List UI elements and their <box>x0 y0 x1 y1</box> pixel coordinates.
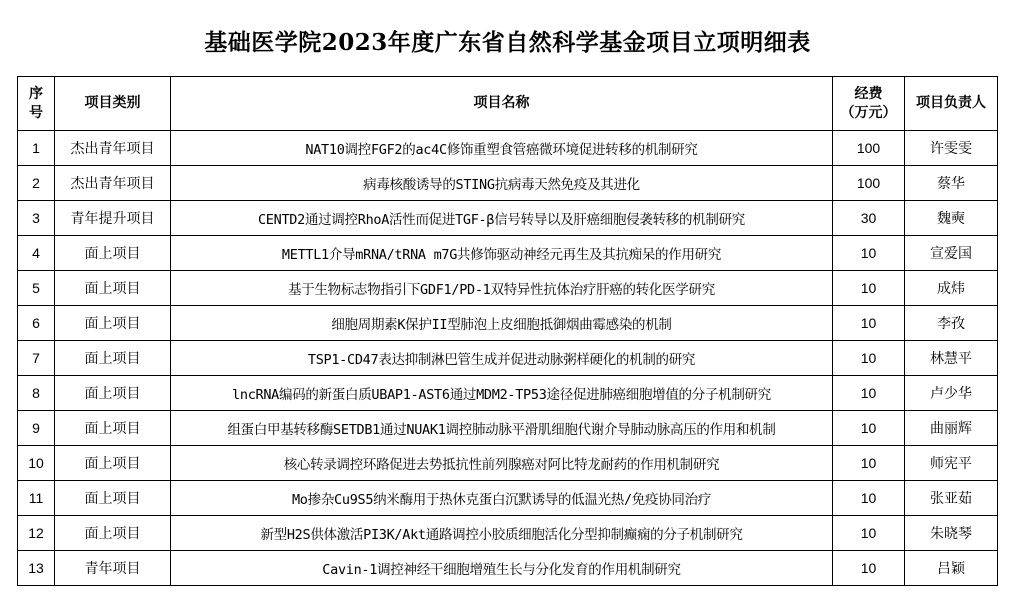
cell-seq: 12 <box>18 516 55 551</box>
cell-seq: 9 <box>18 411 55 446</box>
cell-seq: 13 <box>18 551 55 586</box>
cell-project-name: CENTD2通过调控RhoA活性而促进TGF-β信号转导以及肝癌细胞侵袭转移的机制研究 <box>171 201 833 236</box>
cell-leader: 李孜 <box>905 306 998 341</box>
cell-leader: 张亚茹 <box>905 481 998 516</box>
table-row <box>18 481 998 516</box>
cell-category: 面上项目 <box>55 481 171 516</box>
cell-funding: 100 <box>833 131 905 166</box>
header-name: 项目名称 <box>171 77 833 131</box>
cell-category: 面上项目 <box>55 446 171 481</box>
cell-project-name: 新型H2S供体激活PI3K/Akt通路调控小胶质细胞活化分型抑制癫痫的分子机制研究 <box>171 516 833 551</box>
cell-category: 面上项目 <box>55 411 171 446</box>
header-category: 项目类别 <box>55 77 171 131</box>
cell-funding: 10 <box>833 446 905 481</box>
table-row <box>18 516 998 551</box>
cell-project-name: lncRNA编码的新蛋白质UBAP1-AST6通过MDM2-TP53途径促进肺癌细胞增值的分子机制研究 <box>171 376 833 411</box>
table-row <box>18 166 998 201</box>
cell-funding: 10 <box>833 481 905 516</box>
cell-leader: 魏奭 <box>905 201 998 236</box>
cell-seq: 1 <box>18 131 55 166</box>
cell-project-name: 核心转录调控环路促进去势抵抗性前列腺癌对阿比特龙耐药的作用机制研究 <box>171 446 833 481</box>
cell-category: 青年项目 <box>55 551 171 586</box>
header-funding <box>833 77 905 131</box>
cell-funding: 10 <box>833 341 905 376</box>
cell-funding: 10 <box>833 306 905 341</box>
cell-seq: 4 <box>18 236 55 271</box>
cell-funding: 10 <box>833 516 905 551</box>
cell-funding: 100 <box>833 166 905 201</box>
cell-funding: 10 <box>833 271 905 306</box>
cell-leader: 吕颖 <box>905 551 998 586</box>
cell-project-name: 组蛋白甲基转移酶SETDB1通过NUAK1调控肺动脉平滑肌细胞代谢介导肺动脉高压的作用和机制 <box>171 411 833 446</box>
cell-project-name: Cavin-1调控神经干细胞增殖生长与分化发育的作用机制研究 <box>171 551 833 586</box>
cell-funding: 10 <box>833 236 905 271</box>
cell-seq: 8 <box>18 376 55 411</box>
header-seq <box>18 77 55 131</box>
header-funding-line1: 经费 <box>854 85 883 102</box>
project-table <box>17 76 998 586</box>
cell-leader: 朱晓琴 <box>905 516 998 551</box>
cell-leader: 曲丽辉 <box>905 411 998 446</box>
page-title: 基础医学院2023年度广东省自然科学基金项目立项明细表 <box>204 29 811 56</box>
cell-leader: 成炜 <box>905 271 998 306</box>
cell-seq: 10 <box>18 446 55 481</box>
cell-leader: 许雯雯 <box>905 131 998 166</box>
cell-category: 面上项目 <box>55 306 171 341</box>
cell-funding: 10 <box>833 551 905 586</box>
cell-category: 面上项目 <box>55 341 171 376</box>
cell-leader: 蔡华 <box>905 166 998 201</box>
header-seq-line1: 序 <box>29 85 43 102</box>
cell-seq: 5 <box>18 271 55 306</box>
cell-category: 杰出青年项目 <box>55 131 171 166</box>
cell-leader: 宣爱国 <box>905 236 998 271</box>
cell-category: 面上项目 <box>55 516 171 551</box>
table-row <box>18 446 998 481</box>
cell-project-name: 基于生物标志物指引下GDF1/PD-1双特异性抗体治疗肝癌的转化医学研究 <box>171 271 833 306</box>
cell-project-name: METTL1介导mRNA/tRNA m7G共修饰驱动神经元再生及其抗痴呆的作用研究 <box>171 236 833 271</box>
cell-category: 青年提升项目 <box>55 201 171 236</box>
cell-seq: 6 <box>18 306 55 341</box>
cell-funding: 10 <box>833 411 905 446</box>
table-row <box>18 376 998 411</box>
cell-project-name: Mo掺杂Cu9S5纳米酶用于热休克蛋白沉默诱导的低温光热/免疫协同治疗 <box>171 481 833 516</box>
cell-project-name: 病毒核酸诱导的STING抗病毒天然免疫及其进化 <box>171 166 833 201</box>
cell-leader: 卢少华 <box>905 376 998 411</box>
table-row <box>18 201 998 236</box>
header-seq-line2: 号 <box>29 104 43 121</box>
cell-project-name: NAT10调控FGF2的ac4C修饰重塑食管癌微环境促进转移的机制研究 <box>171 131 833 166</box>
cell-leader: 师宪平 <box>905 446 998 481</box>
table-row <box>18 271 998 306</box>
cell-category: 面上项目 <box>55 271 171 306</box>
cell-category: 面上项目 <box>55 376 171 411</box>
cell-project-name: TSP1-CD47表达抑制淋巴管生成并促进动脉粥样硬化的机制的研究 <box>171 341 833 376</box>
cell-leader: 林慧平 <box>905 341 998 376</box>
header-funding-line2: （万元） <box>840 104 897 121</box>
header-leader: 项目负责人 <box>905 77 998 131</box>
cell-seq: 7 <box>18 341 55 376</box>
table-row <box>18 411 998 446</box>
table-row <box>18 236 998 271</box>
cell-funding: 30 <box>833 201 905 236</box>
cell-project-name: 细胞周期素K保护II型肺泡上皮细胞抵御烟曲霉感染的机制 <box>171 306 833 341</box>
table-row <box>18 551 998 586</box>
cell-seq: 3 <box>18 201 55 236</box>
cell-seq: 11 <box>18 481 55 516</box>
table-row <box>18 306 998 341</box>
table-row <box>18 131 998 166</box>
table-row <box>18 341 998 376</box>
cell-category: 面上项目 <box>55 236 171 271</box>
cell-funding: 10 <box>833 376 905 411</box>
cell-category: 杰出青年项目 <box>55 166 171 201</box>
cell-seq: 2 <box>18 166 55 201</box>
table-header-row <box>18 77 998 131</box>
